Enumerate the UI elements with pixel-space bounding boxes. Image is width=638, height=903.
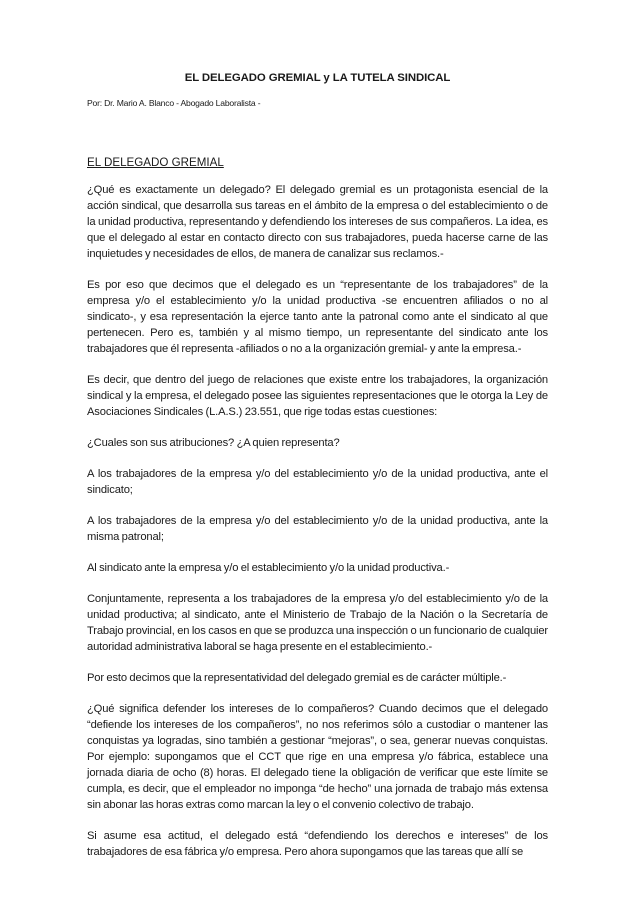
paragraph-10: ¿Qué significa defender los intereses de lo compañeros? Cuando decimos que el delegado “defiende los intereses de los compañeros”, no nos referimos sólo a custodiar o mantener las conquistas ya logradas, sino también a gestionar “mejoras”, o sea, generar nuevas conquistas. Por ejemplo: supongamos que el CCT que rige en una empresa y/o fábrica, establece una jornada diaria de ocho (8) horas. El delegado tiene la obligación de verificar que este límite se cumpla, es decir, que el empleador no imponga “de hecho” una jornada de trabajo más extensa sin abonar las horas extras como marcan la ley o el convenio colectivo de trabajo. bbox=[87, 703, 548, 811]
paragraph-6: A los trabajadores de la empresa y/o del establecimiento y/o de la unidad productiva, ante la misma patronal; bbox=[87, 515, 548, 543]
paragraph-7: Al sindicato ante la empresa y/o el establecimiento y/o la unidad productiva.- bbox=[87, 562, 450, 574]
paragraph-11: Si asume esa actitud, el delegado está “defendiendo los derechos e intereses” de los trabajadores de esa fábrica y/o empresa. Pero ahora supongamos que las tareas que allí se bbox=[87, 830, 548, 858]
paragraph-8: Conjuntamente, representa a los trabajadores de la empresa y/o del establecimiento y/o de la unidad productiva; al sindicato, ante el Ministerio de Trabajo de la Nación o la Secretaría de Trabajo provincial, en los casos en que se produzca una inspección o un funcionario de cualquier autoridad administrativa laboral se haga presente en el establecimiento.- bbox=[87, 593, 548, 653]
paragraph-1: ¿Qué es exactamente un delegado? El delegado gremial es un protagonista esencial de la acción sindical, que desarrolla sus tareas en el ámbito de la empresa o del establecimiento o de la unidad productiva, representando y defendiendo los intereses de sus compañeros. La idea, es que el delegado al estar en contacto directo con sus trabajadores, pueda hacerse carne de las inquietudes y necesidades de ellos, de manera de canalizar sus reclamos.- bbox=[87, 184, 548, 260]
document-page bbox=[87, 72, 548, 860]
document-title: EL DELEGADO GREMIAL y LA TUTELA SINDICAL bbox=[184, 72, 451, 84]
author-line: Por: Dr. Mario A. Blanco - Abogado Laboralista - bbox=[87, 98, 261, 108]
paragraph-2: Es por eso que decimos que el delegado es un “representante de los trabajadores” de la empresa y/o el establecimiento y/o la unidad productiva -se encuentren afiliados o no al sindicato-, y esa representación la ejerce tanto ante la patronal como ante el sindicato al que pertenecen. Pero es, también y al mismo tiempo, un representante del sindicato ante los trabajadores que él representa -afiliados o no a la organización gremial- y ante la empresa.- bbox=[87, 279, 548, 355]
section-heading: EL DELEGADO GREMIAL bbox=[87, 156, 224, 169]
paragraph-4: ¿Cuales son sus atribuciones? ¿A quien representa? bbox=[87, 437, 340, 449]
paragraph-5: A los trabajadores de la empresa y/o del establecimiento y/o de la unidad productiva, ante el sindicato; bbox=[87, 468, 548, 496]
paragraph-3: Es decir, que dentro del juego de relaciones que existe entre los trabajadores, la organización sindical y la empresa, el delegado posee las siguientes representaciones que le otorga la Ley de Asociaciones Sindicales (L.A.S.) 23.551, que rige todas estas cuestiones: bbox=[87, 374, 548, 418]
paragraph-9: Por esto decimos que la representatividad del delegado gremial es de carácter múltiple.- bbox=[87, 672, 507, 684]
